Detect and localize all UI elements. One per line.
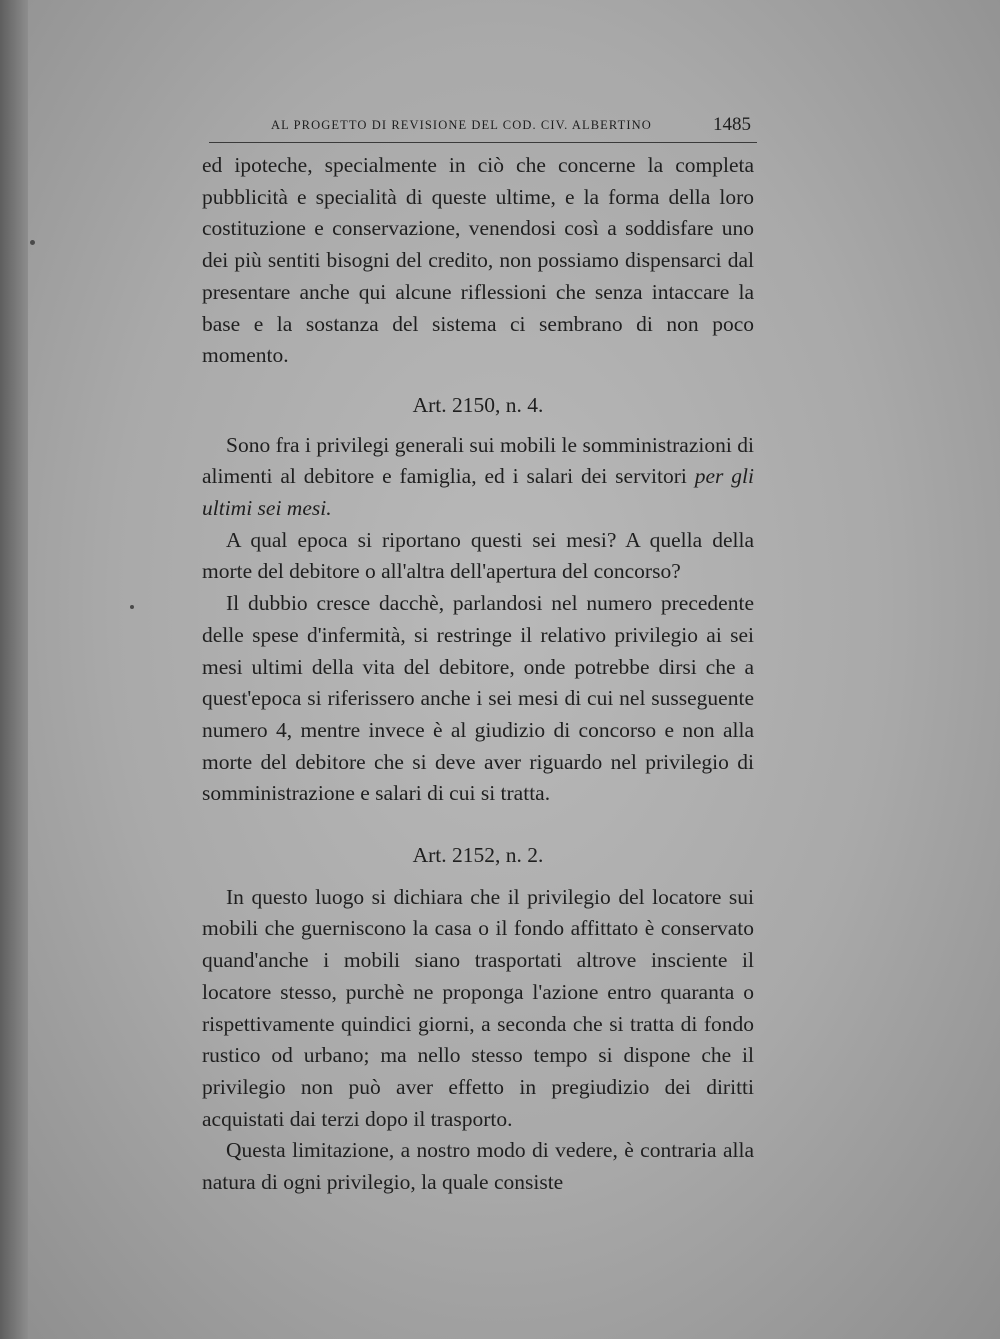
paper-speck xyxy=(30,240,35,245)
italic-phrase: per gli ultimi sei mesi. xyxy=(202,464,754,521)
paragraph-continuation: ed ipoteche, specialmente in ciò che concerne la completa pubblicità e specialità di queste ultime, e la forma della loro costituzione e conservazione, venendosi così a soddisfare uno dei più sentiti bisogni del credito, non possiamo dispensarci dal presentare anche qui alcune riflessioni che senza intaccare la base e la sostanza del sistema ci sembrano di non poco momento. xyxy=(202,153,754,368)
paragraph-locatore: In questo luogo si dichiara che il privilegio del locatore sui mobili che guerniscono la casa o il fondo affittato è conservato quand'anche i mobili siano trasportati altrove insciente il locatore stesso, purchè ne proponga l'azione entro quaranta o rispettivamente quindici giorni, a seconda che si tratta di fondo rustico od urbano; ma nello stesso tempo si dispone che il privilegio non può aver effetto in pregiudizio dei diritti acquistati dai terzi dopo il trasporto. xyxy=(202,884,754,1131)
page-number: 1485 xyxy=(713,114,751,135)
book-spine-shadow xyxy=(0,0,28,1339)
running-header xyxy=(209,108,757,143)
article-heading-2152: Art. 2152, n. 2. xyxy=(412,843,544,868)
article-heading-2150: Art. 2150, n. 4. xyxy=(412,392,544,417)
paragraph-limitazione: Questa limitazione, a nostro modo di vedere, è contraria alla natura di ogni privilegio, la quale consiste xyxy=(202,1138,754,1195)
paragraph-privilegi-generali xyxy=(202,430,754,525)
paragraph-dubbio: Il dubbio cresce dacchè, parlandosi nel numero precedente delle spese d'infermità, si restringe il relativo privilegio ai sei mesi ultimi della vita del debitore, onde potrebbe dirsi che a quest'epoca si riferissero anche i sei mesi di cui nel susseguente numero 4, mentre invece è al giudizio di concorso e non alla morte del debitore che si deve aver riguardo nel privilegio di somministrazione e salari di cui si tratta. xyxy=(202,591,754,806)
body-text xyxy=(202,150,754,1199)
paragraph-question: A qual epoca si riportano questi sei mesi? A quella della morte del debitore o all'altra dell'apertura del concorso? xyxy=(202,527,754,584)
paper-speck xyxy=(130,605,134,609)
paragraph-text: Sono fra i privilegi generali sui mobili le somministrazioni di alimenti al debitore e famiglia, ed i salari dei servitori xyxy=(202,432,754,489)
header-title: AL PROGETTO DI REVISIONE DEL COD. CIV. ALBERTINO xyxy=(271,118,652,132)
